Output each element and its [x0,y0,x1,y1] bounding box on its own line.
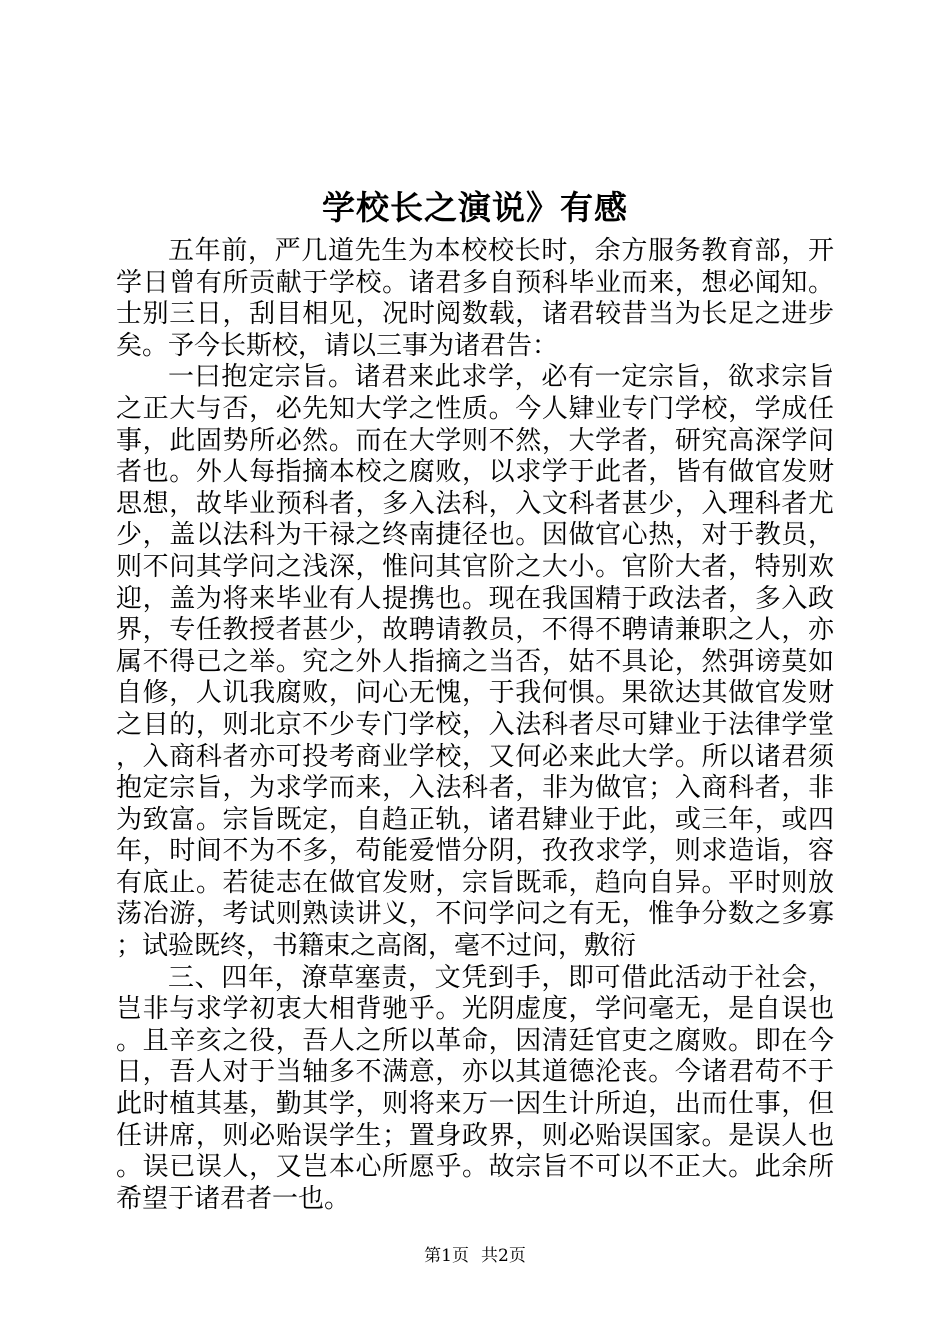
page-total: 共2页 [481,1246,526,1266]
page-number: 第1页 [424,1246,469,1266]
page-footer [0,1245,950,1267]
paragraph-3: 三、四年，潦草塞责，文凭到手，即可借此活动于社会，岂非与求学初衷大相背驰乎。光阴虚度，学问毫无，是自误也。且辛亥之役，吾人之所以革命，因清廷官吏之腐败。即在今日，吾人对于当轴多不满意，亦以其道德沦丧。今诸君苟不于此时植其基，勤其学，则将来万一因生计所迫，出而仕事，但任讲席，则必贻误学生；置身政界，则必贻误国家。是误人也。误已误人，又岂本心所愿乎。故宗旨不可以不正大。此余所希望于诸君者一也。 [116,962,834,1214]
document-title: 学校长之演说》有感 [322,188,628,227]
paragraph-1: 五年前，严几道先生为本校校长时，余方服务教育部，开学日曾有所贡献于学校。诸君多自预科毕业而来，想必闻知。士别三日，刮目相见，况时阅数载，诸君较昔当为长足之进步矣。予今长斯校，请以三事为诸君告： [116,236,834,361]
document-body [116,236,834,1215]
paragraph-2: 一曰抱定宗旨。诸君来此求学，必有一定宗旨，欲求宗旨之正大与否，必先知大学之性质。今人肄业专门学校，学成任事，此固势所必然。而在大学则不然，大学者，研究高深学问者也。外人每指摘本校之腐败，以求学于此者，皆有做官发财思想，故毕业预科者，多入法科，入文科者甚少，入理科者尤少，盖以法科为干禄之终南捷径也。因做官心热，对于教员，则不问其学问之浅深，惟问其官阶之大小。官阶大者，特别欢迎，盖为将来毕业有人提携也。现在我国精于政法者，多入政界，专任教授者甚少，故聘请教员，不得不聘请兼职之人，亦属不得已之举。究之外人指摘之当否，姑不具论，然弭谤莫如自修，人讥我腐败，问心无愧，于我何惧。果欲达其做官发财之目的，则北京不少专门学校，入法科者尽可肄业于法律学堂，入商科者亦可投考商业学校，又何必来此大学。所以诸君须抱定宗旨，为求学而来，入法科者，非为做官；入商科者，非为致富。宗旨既定，自趋正轨，诸君肄业于此，或三年，或四年，时间不为不多，苟能爱惜分阴，孜孜求学，则求造诣，容有底止。若徒志在做官发财，宗旨既乖，趋向自异。平时则放荡冶游，考试则熟读讲义，不问学问之有无，惟争分数之多寡；试验既终，书籍束之高阁，毫不过问，敷衍 [116,362,834,962]
